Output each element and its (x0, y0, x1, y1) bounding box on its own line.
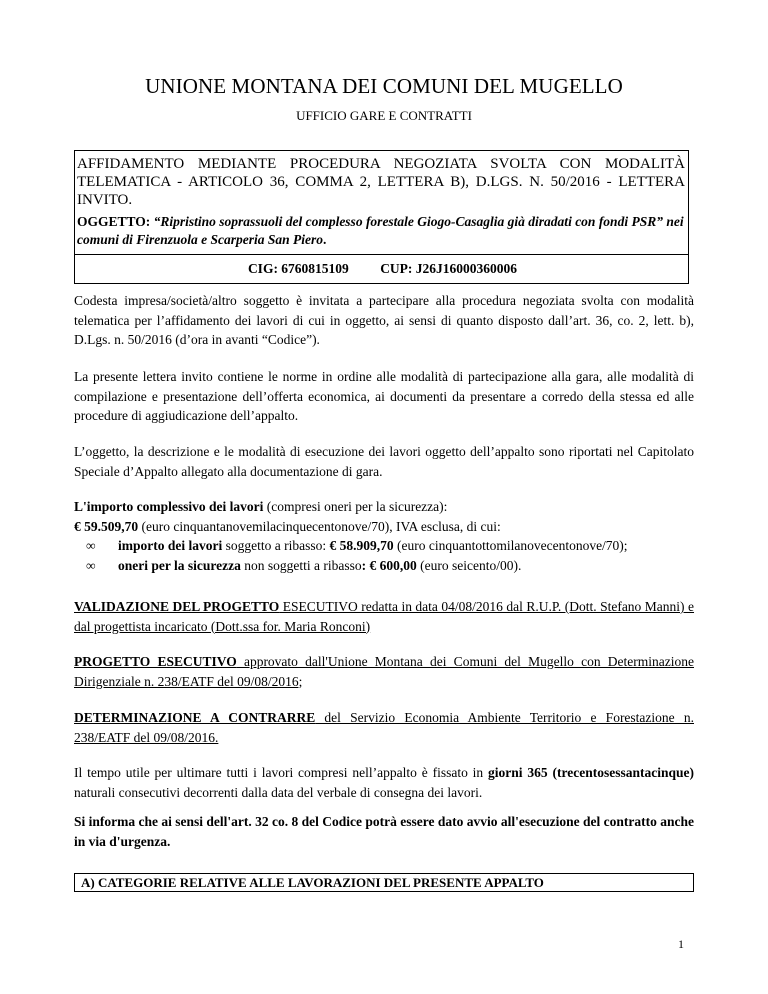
importo-block (74, 497, 694, 575)
lavori-note: soggetto a ribasso: (222, 538, 330, 553)
tempo-days: giorni 365 (trecentosessantacinque) (488, 765, 694, 780)
section-a-heading: A) CATEGORIE RELATIVE ALLE LAVORAZIONI DEL PRESENTE APPALTO (74, 873, 694, 892)
object-paragraph: L’oggetto, la descrizione e le modalità di esecuzione dei lavori oggetto dell’appalto sono riportati nel Capitolato Speciale d’Appalto allegato alla documentazione di gara. (74, 444, 694, 479)
bullet-icon: ∞ (86, 538, 96, 553)
progetto-paragraph (74, 652, 694, 691)
sicurezza-label: oneri per la sicurezza (118, 557, 241, 573)
lavori-label: importo dei lavori (118, 538, 223, 553)
box-divider (75, 254, 688, 255)
importo-note: (compresi oneri per la sicurezza): (263, 499, 448, 514)
tempo-paragraph (74, 763, 694, 802)
procedure-line-3: INVITO. (77, 192, 133, 208)
header-box (74, 150, 689, 284)
cig-code: CIG: 6760815109 (247, 261, 349, 276)
page-number: 1 (678, 937, 684, 951)
sicurezza-words: (euro seicento/00). (416, 557, 522, 573)
importo-line (74, 497, 694, 517)
lavori-words: (euro cinquantottomilanovecentonove/70); (393, 538, 628, 553)
validazione-text: ESECUTIVO redatta in data 04/08/2016 dal R.U.P. (Dott. Stefano Manni) e dal progettista incaricato (Dott.ssa for. Maria Ronconi) (74, 599, 695, 634)
total-words: (euro cinquantanovemilacinquecentonove/70), IVA esclusa, di cui: (138, 518, 501, 534)
procedure-line-2: TELEMATICA - ARTICOLO 36, COMMA 2, LETTERA B), D.LGS. N. 50/2016 - LETTERA (77, 174, 685, 190)
progetto-text: approvato dall'Unione Montana dei Comuni del Mugello con Determinazione Dirigenziale n. 238/EATF del 09/08/2016; (74, 654, 694, 689)
sicurezza-amount: : € 600,00 (361, 557, 417, 573)
determinazione-text: del Servizio Economia Ambiente Territorio e Forestazione n. 238/EATF del 09/08/2016. (74, 710, 694, 745)
tempo-rest: naturali consecutivi decorrenti dalla data del verbale di consegna dei lavori. (74, 784, 483, 800)
procedure-heading (77, 155, 685, 209)
determinazione-paragraph (74, 708, 694, 747)
codes-row (75, 261, 690, 277)
intro-paragraph: Codesta impresa/società/altro soggetto è invitata a partecipare alla procedura negoziata svolta con modalità telematica per l’affidamento dei lavori di cui in oggetto, ai sensi di quanto disposto dall’art. 36, co. 2, lett. b), D.Lgs. n. 50/2016 (d’ora in avanti “Codice”). (74, 293, 694, 347)
page-title: UNIONE MONTANA DEI COMUNI DEL MUGELLO (145, 74, 623, 98)
validazione-paragraph (74, 597, 694, 636)
cup-code: CUP: J26J16000360006 (380, 261, 518, 276)
urgenza-paragraph: Si informa che ai sensi dell'art. 32 co. 8 del Codice potrà essere dato avvio all'esecuzione del contratto anche in via d'urgenza. (74, 814, 694, 849)
total-amount: € 59.509,70 (74, 518, 139, 534)
oggetto-text: “Ripristino soprassuoli del complesso forestale Giogo-Casaglia già diradati con fondi PSR” nei comuni di Firenzuola e Scarperia San Piero (77, 214, 684, 247)
procedure-line-1: AFFIDAMENTO MEDIANTE PROCEDURA NEGOZIATA SVOLTA CON MODALITÀ (77, 156, 685, 172)
tempo-text: Il tempo utile per ultimare tutti i lavori compresi nell’appalto è fissato in (74, 765, 489, 780)
contents-paragraph: La presente lettera invito contiene le norme in ordine alle modalità di partecipazione alla gara, alle modalità di compilazione e presentazione dell’offerta economica, ai documenti da presentare a corredo della stessa ed alle procedure di aggiudicazione dell’appalto. (74, 369, 694, 423)
bullet-lavori (74, 536, 694, 556)
oggetto-end: . (323, 232, 327, 247)
validazione-label: VALIDAZIONE DEL PROGETTO (74, 599, 280, 614)
bullet-icon: ∞ (86, 557, 96, 573)
lavori-amount: € 58.909,70 (329, 538, 394, 553)
sicurezza-note: non soggetti a ribasso (240, 557, 362, 573)
oggetto-block (77, 213, 685, 249)
total-line (74, 517, 694, 537)
oggetto-label: OGGETTO: (77, 214, 151, 229)
progetto-label: PROGETTO ESECUTIVO (74, 654, 237, 669)
importo-label: L'importo complessivo dei lavori (74, 499, 264, 514)
determinazione-label: DETERMINAZIONE A CONTRARRE (74, 710, 316, 725)
page-subtitle: UFFICIO GARE E CONTRATTI (296, 108, 472, 123)
bullet-sicurezza (74, 556, 694, 576)
